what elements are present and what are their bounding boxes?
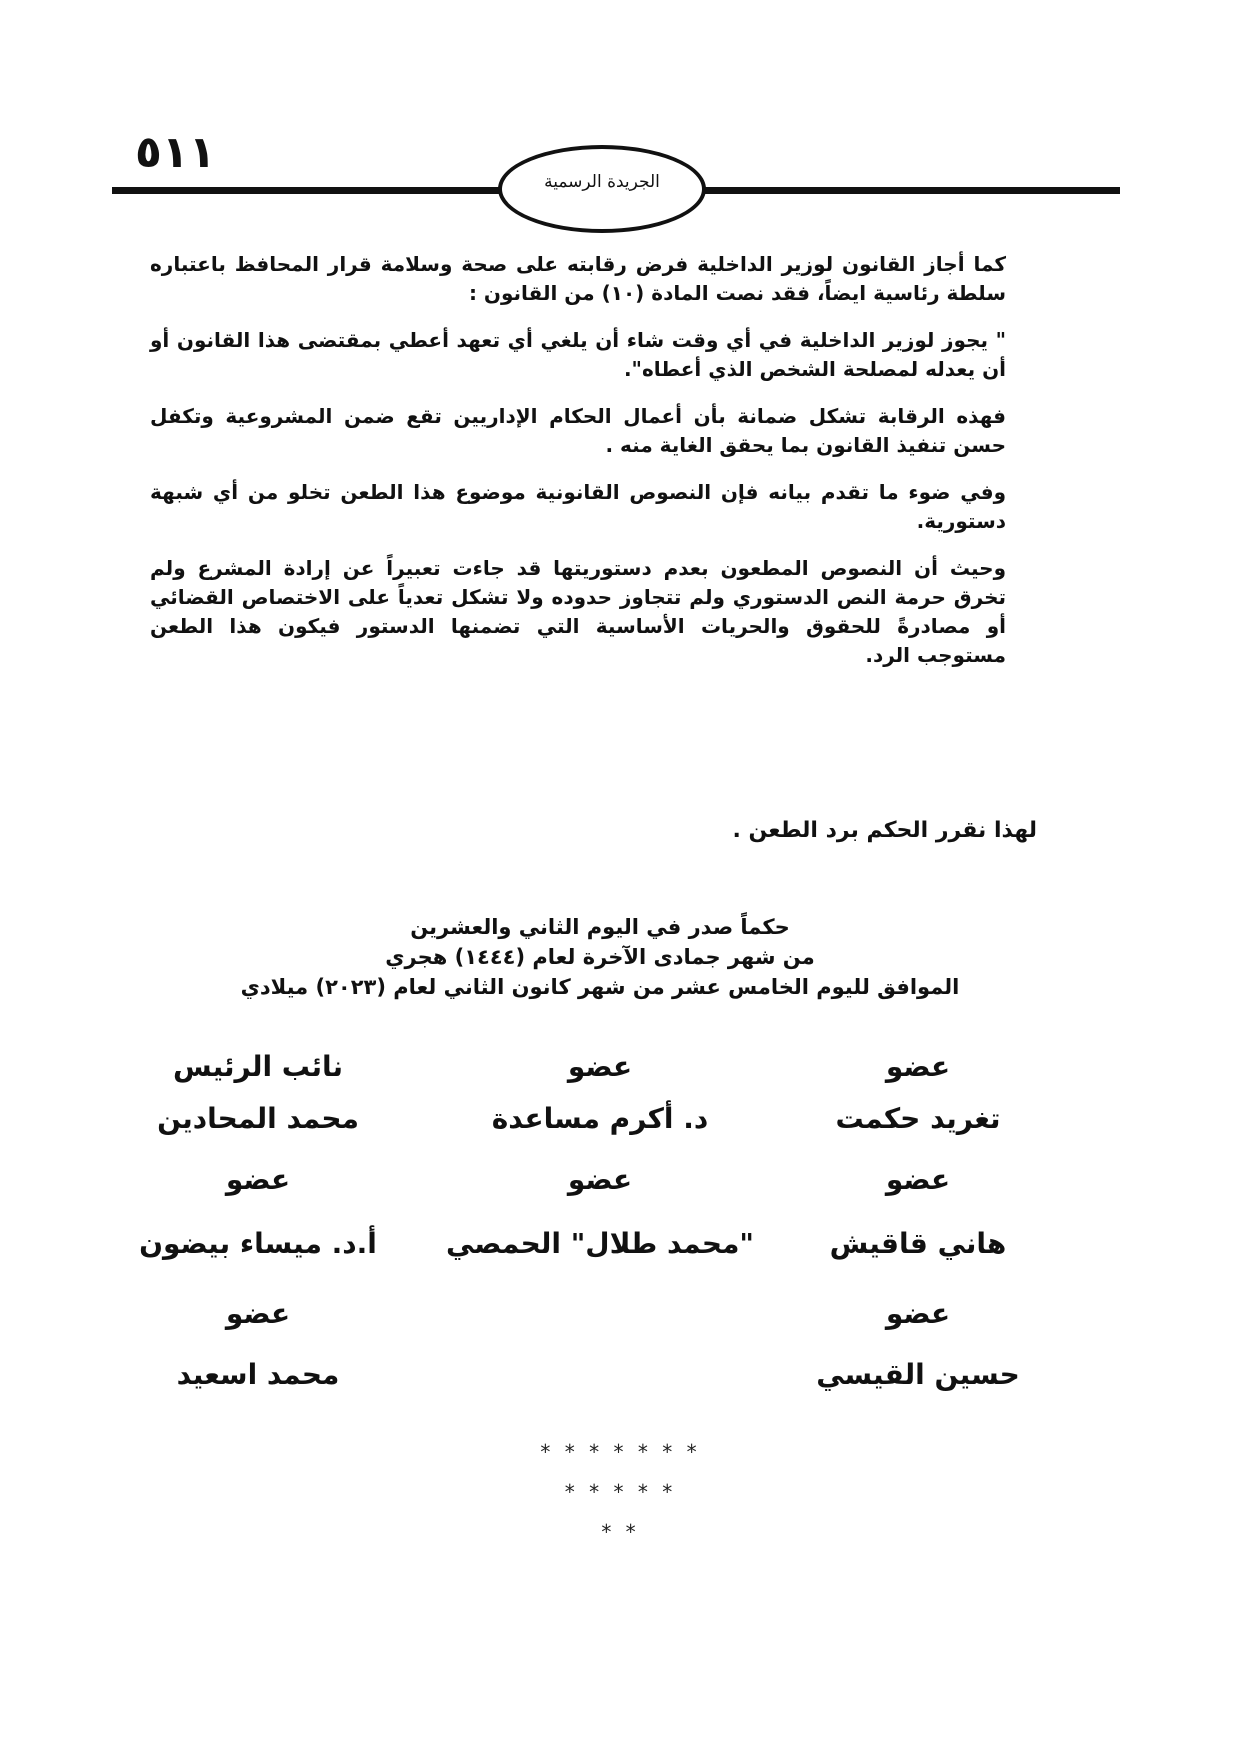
stars-divider: * * * * * * * bbox=[540, 1440, 701, 1464]
stars-divider: * * bbox=[601, 1520, 640, 1544]
signatory-name: أ.د. ميساء بيضون bbox=[139, 1227, 377, 1260]
signatory-role: عضو bbox=[885, 1163, 951, 1196]
paragraph: كما أجاز القانون لوزير الداخلية فرض رقابته على صحة وسلامة قرار المحافظ باعتباره سلطة رئاسية ايضاً، فقد نصت المادة (١٠) من القانون : bbox=[150, 252, 1006, 305]
paragraph: فهذه الرقابة تشكل ضمانة بأن أعمال الحكام الإداريين تقع ضمن المشروعية وتكفل حسن تنفيذ القانون بما يحقق الغاية منه . bbox=[150, 404, 1006, 457]
signatory-role: عضو bbox=[225, 1163, 291, 1196]
signatory-name: د. أكرم مساعدة bbox=[491, 1102, 709, 1135]
signatory-role: عضو bbox=[225, 1297, 291, 1330]
signatory-name: "محمد طلال" الحمصي bbox=[445, 1227, 755, 1260]
signatory-role: عضو bbox=[567, 1163, 633, 1196]
page-number: ٥١١ bbox=[135, 127, 216, 178]
paragraph: وحيث أن النصوص المطعون بعدم دستوريتها قد جاءت تعبيراً عن إرادة المشرع ولم تخرق حرمة النص الدستوري ولم تتجاوز حدوده ولا تشكل تعدياً على الاختصاص القضائي أو مصادرةً للحقوق والحريات الأساسية التي تضمنها الدستور فيكون هذا الطعن مستوجب الرد. bbox=[150, 556, 1006, 667]
signatory-name: تغريد حكمت bbox=[835, 1102, 1001, 1135]
signatory-role: عضو bbox=[885, 1050, 951, 1083]
paragraph: " يجوز لوزير الداخلية في أي وقت شاء أن يلغي أي تعهد أعطي بمقتضى هذا القانون أو أن يعدله لمصلحة الشخص الذي أعطاه". bbox=[150, 328, 1006, 381]
issuance-line: من شهر جمادى الآخرة لعام (١٤٤٤) هجري bbox=[385, 945, 815, 969]
signatory-role: نائب الرئيس bbox=[173, 1050, 343, 1083]
decision-line: لهذا نقرر الحكم برد الطعن . bbox=[732, 818, 1037, 843]
signatory-name: محمد المحادين bbox=[157, 1102, 359, 1135]
issuance-line: حكماً صدر في اليوم الثاني والعشرين bbox=[410, 915, 790, 939]
signatory-role: عضو bbox=[885, 1297, 951, 1330]
paragraph: وفي ضوء ما تقدم بيانه فإن النصوص القانونية موضوع هذا الطعن تخلو من أي شبهة دستورية. bbox=[150, 480, 1006, 533]
stars-divider: * * * * * bbox=[564, 1480, 677, 1504]
issuance-block bbox=[150, 912, 1050, 1002]
issuance-line: الموافق لليوم الخامس عشر من شهر كانون الثاني لعام (٢٠٢٣) ميلادي bbox=[240, 975, 960, 999]
gazette-title: الجريدة الرسمية bbox=[544, 172, 660, 192]
gazette-title-oval bbox=[498, 145, 706, 233]
signatory-name: حسين القيسي bbox=[816, 1358, 1020, 1391]
signatory-role: عضو bbox=[567, 1050, 633, 1083]
judgment-body bbox=[150, 250, 1006, 688]
signatory-name: هاني قاقيش bbox=[829, 1227, 1007, 1260]
signatory-name: محمد اسعيد bbox=[176, 1358, 340, 1391]
